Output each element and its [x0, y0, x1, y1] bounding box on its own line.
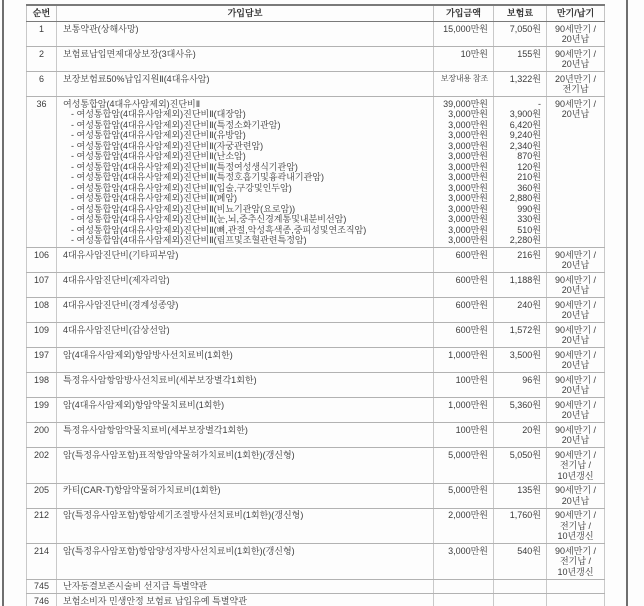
amount-value: 3,000만원: [448, 235, 488, 245]
seq-number: 2: [38, 48, 44, 59]
seq-number: 6: [38, 73, 44, 84]
seq-number: 746: [33, 595, 50, 606]
cell-amount: [434, 423, 494, 448]
cell-term: [547, 373, 605, 398]
cell-coverage: [57, 398, 434, 423]
cell-amount: [434, 373, 494, 398]
cell-coverage: [57, 97, 434, 248]
coverage-name: 4대유사암진단비(경계성종양): [63, 299, 179, 310]
cell-term: [547, 323, 605, 348]
premium-value: 135원: [517, 485, 541, 495]
term-line: 90세만기 /: [554, 274, 597, 285]
cell-coverage: [57, 423, 434, 448]
premium-value: 2,340원: [509, 140, 541, 151]
amount-value: 3,000만원: [448, 119, 488, 130]
premium-value: 3,500원: [509, 349, 541, 360]
amount-value: 3,000만원: [448, 545, 488, 556]
cell-premium: [494, 544, 547, 580]
amount-value: 3,000만원: [448, 130, 488, 140]
amount-value: 5,000만원: [448, 485, 488, 495]
term-line: 20년납: [561, 59, 590, 69]
column-header-coverage: 가입담보: [57, 5, 434, 22]
cell-premium: [494, 594, 547, 606]
cell-term: [547, 594, 605, 606]
cell-term: [547, 448, 605, 484]
coverage-name: 암(특정유사암포함)항암세기조절방사선치료비(1회한)(갱신형): [63, 510, 304, 520]
table-row: [27, 448, 605, 484]
cell-term: [547, 483, 605, 508]
cell-seq: [27, 373, 57, 398]
cell-term: [547, 273, 605, 298]
amount-value: 3,000만원: [448, 161, 488, 172]
coverage-sub-item: - 여성통합암(4대유사암제외)진단비Ⅱ(특정호흡기및흉곽내기관암): [71, 172, 324, 182]
table-row: [27, 579, 605, 594]
amount-value: 3,000만원: [448, 214, 488, 224]
cell-coverage: [57, 448, 434, 484]
cell-premium: [494, 348, 547, 373]
cell-seq: [27, 423, 57, 448]
cell-premium: [494, 273, 547, 298]
cell-term: [547, 398, 605, 423]
coverage-sub-item: - 여성통합암(4대유사암제외)진단비Ⅱ(특정소화기관암): [71, 119, 281, 130]
premium-value: 155원: [517, 48, 541, 59]
cell-seq: [27, 508, 57, 544]
amount-value: 3,000만원: [448, 193, 488, 203]
premium-value: 330원: [517, 214, 541, 224]
coverage-name: 보험소비자 민생안정 보험료 납입유예 특별약관: [63, 595, 247, 606]
page-border-right: [626, 0, 628, 606]
term-line: 90세만기 /: [554, 23, 597, 34]
coverage-sub-item: - 여성통합암(4대유사암제외)진단비Ⅱ(대장암): [71, 109, 246, 119]
cell-term: [547, 348, 605, 373]
amount-value: 10만원: [460, 48, 488, 59]
seq-number: 205: [33, 485, 50, 495]
table-row: [27, 544, 605, 580]
cell-term: [547, 72, 605, 97]
term-line: 20년납: [561, 285, 590, 295]
premium-value: 1,322원: [509, 73, 541, 84]
cell-premium: [494, 483, 547, 508]
coverage-name: 보장보험료50%납입지원Ⅱ(4대유사암): [63, 73, 210, 84]
table-header-row: [27, 5, 605, 22]
cell-coverage: [57, 508, 434, 544]
amount-value: 3,000만원: [448, 109, 488, 119]
cell-seq: [27, 97, 57, 248]
coverage-sub-item: - 여성통합암(4대유사암제외)진단비Ⅱ(자궁관련암): [71, 140, 264, 151]
coverage-sub-item: - 여성통합암(4대유사암제외)진단비Ⅱ(폐암): [71, 193, 238, 203]
cell-seq: [27, 594, 57, 606]
column-header-premium: 보험료: [494, 5, 547, 22]
coverage-sub-item: - 여성통합암(4대유사암제외)진단비Ⅱ(비뇨기관암(요로암)): [71, 203, 296, 214]
coverage-sub-item: - 여성통합암(4대유사암제외)진단비Ⅱ(림프및조혈관련특정암): [71, 235, 307, 245]
cell-premium: [494, 423, 547, 448]
coverage-name: 보통약관(상해사망): [63, 23, 139, 34]
premium-value: 3,900원: [509, 109, 541, 119]
coverage-sub-item: - 여성통합암(4대유사암제외)진단비Ⅱ(유방암): [71, 130, 246, 140]
cell-term: [547, 508, 605, 544]
table-row: [27, 97, 605, 248]
term-line: 90세만기 /: [554, 424, 597, 435]
cell-amount: [434, 248, 494, 273]
table-row: [27, 423, 605, 448]
table-row: [27, 373, 605, 398]
term-line: 10년갱신: [557, 566, 594, 577]
seq-number: 202: [33, 449, 50, 460]
term-line: 90세만기 /: [554, 374, 597, 385]
coverage-sub-item: - 여성통합암(4대유사암제외)진단비Ⅱ(눈,뇌,중추신경계통및내분비선암): [71, 214, 347, 224]
cell-amount: [434, 323, 494, 348]
cell-seq: [27, 579, 57, 594]
cell-seq: [27, 298, 57, 323]
amount-value: 3,000만원: [448, 172, 488, 182]
term-line: 20년만기 /: [554, 73, 597, 84]
cell-premium: [494, 97, 547, 248]
cell-coverage: [57, 579, 434, 594]
cell-amount: [434, 483, 494, 508]
column-header-seq: 순번: [27, 5, 57, 22]
term-line: 90세만기 /: [554, 249, 597, 260]
term-line: 전기납 /: [559, 520, 592, 531]
coverage-name: 암(특정유사암포함)표적항암약물허가치료비(1회한)(갱신형): [63, 449, 295, 460]
coverage-name: 특정유사암항암약물치료비(세부보장별각1회한): [63, 424, 248, 435]
cell-coverage: [57, 348, 434, 373]
coverage-name: 보험료납입면제대상보장(3대사유): [63, 48, 196, 59]
table-row: [27, 594, 605, 606]
amount-value: 5,000만원: [448, 449, 488, 460]
cell-amount: [434, 273, 494, 298]
cell-amount: [434, 594, 494, 606]
premium-value: 210원: [517, 172, 541, 182]
amount-value: 100만원: [455, 374, 488, 385]
premium-value: 990원: [517, 203, 541, 214]
term-line: 20년납: [561, 310, 590, 320]
cell-term: [547, 248, 605, 273]
seq-number: 107: [33, 274, 50, 285]
premium-value: 2,880원: [509, 193, 541, 203]
premium-value: 1,572원: [509, 324, 541, 335]
amount-value: 보장내용 참조: [440, 73, 488, 83]
seq-number: 1: [38, 23, 44, 34]
premium-value: 360원: [517, 182, 541, 193]
term-line: 20년납: [561, 385, 590, 395]
amount-value: 100만원: [455, 424, 488, 435]
amount-value: 600만원: [455, 299, 488, 310]
table-row: [27, 22, 605, 47]
term-line: 20년납: [561, 360, 590, 370]
cell-coverage: [57, 594, 434, 606]
coverage-sub-item: - 여성통합암(4대유사암제외)진단비Ⅱ(난소암): [71, 151, 246, 161]
cell-coverage: [57, 72, 434, 97]
cell-term: [547, 47, 605, 72]
cell-coverage: [57, 248, 434, 273]
seq-number: 200: [33, 424, 50, 435]
term-line: 20년납: [561, 34, 590, 44]
cell-premium: [494, 508, 547, 544]
cell-premium: [494, 323, 547, 348]
coverage-sub-item: - 여성통합암(4대유사암제외)진단비Ⅱ(특정여성생식기관암): [71, 161, 298, 172]
cell-amount: [434, 508, 494, 544]
term-line: 90세만기 /: [554, 48, 597, 59]
page-border-left: [2, 0, 4, 606]
cell-coverage: [57, 273, 434, 298]
term-line: 90세만기 /: [554, 349, 597, 360]
cell-seq: [27, 483, 57, 508]
term-line: 10년갱신: [557, 531, 594, 541]
cell-amount: [434, 348, 494, 373]
term-line: 90세만기 /: [554, 485, 597, 495]
cell-term: [547, 579, 605, 594]
term-line: 10년갱신: [557, 470, 594, 481]
coverage-name: 4대유사암진단비(제자리암): [63, 274, 170, 285]
cell-premium: [494, 72, 547, 97]
term-line: 90세만기 /: [554, 299, 597, 310]
cell-term: [547, 22, 605, 47]
coverage-name: 암(특정유사암포함)항암양성자방사선치료비(1회한)(갱신형): [63, 545, 295, 556]
cell-seq: [27, 398, 57, 423]
cell-premium: [494, 448, 547, 484]
cell-seq: [27, 22, 57, 47]
premium-value: 1,188원: [509, 274, 541, 285]
amount-value: 600만원: [455, 249, 488, 260]
seq-number: 212: [33, 510, 50, 520]
amount-value: 3,000만원: [448, 182, 488, 193]
table-row: [27, 508, 605, 544]
cell-term: [547, 423, 605, 448]
cell-term: [547, 97, 605, 248]
amount-value: 1,000만원: [448, 349, 488, 360]
table-row: [27, 323, 605, 348]
premium-value: 1,760원: [509, 510, 541, 520]
cell-seq: [27, 323, 57, 348]
coverage-name: 카티(CAR-T)항암약물허가치료비(1회한): [63, 485, 221, 495]
seq-number: 745: [33, 581, 50, 591]
coverage-name: 여성통합암(4대유사암제외)진단비Ⅱ: [63, 98, 201, 109]
term-line: 20년납: [561, 435, 590, 445]
cell-seq: [27, 72, 57, 97]
coverage-sub-item: - 여성통합암(4대유사암제외)진단비Ⅱ(뼈,관절,악성흑색종,중피성및연조직암): [71, 224, 367, 235]
premium-value: 240원: [517, 299, 541, 310]
seq-number: 199: [33, 399, 50, 410]
coverage-table: [26, 4, 605, 606]
premium-value: 20원: [522, 424, 541, 435]
coverage-name: 난자동결보존시술비 선지급 특별약관: [63, 581, 208, 591]
cell-seq: [27, 47, 57, 72]
seq-number: 214: [33, 545, 50, 556]
cell-amount: [434, 544, 494, 580]
cell-amount: [434, 22, 494, 47]
cell-term: [547, 544, 605, 580]
column-header-term: 만기/납기: [547, 5, 605, 22]
premium-value: 120원: [517, 161, 541, 172]
cell-seq: [27, 448, 57, 484]
cell-premium: [494, 248, 547, 273]
term-line: 90세만기 /: [554, 324, 597, 335]
amount-value: 3,000만원: [448, 224, 488, 235]
term-line: 90세만기 /: [554, 399, 597, 410]
cell-amount: [434, 298, 494, 323]
premium-value: 870원: [517, 151, 541, 161]
seq-number: 198: [33, 374, 50, 385]
premium-value: 2,280원: [509, 235, 541, 245]
amount-value: 3,000만원: [448, 203, 488, 214]
cell-premium: [494, 298, 547, 323]
amount-value: 3,000만원: [448, 140, 488, 151]
coverage-name: 4대유사암진단비(갑상선암): [63, 324, 170, 335]
table-row: [27, 248, 605, 273]
term-line: 20년납: [561, 495, 590, 506]
cell-coverage: [57, 373, 434, 398]
amount-value: 600만원: [455, 324, 488, 335]
cell-seq: [27, 248, 57, 273]
table-row: [27, 72, 605, 97]
amount-value: 39,000만원: [443, 98, 488, 109]
premium-value: 510원: [517, 224, 541, 235]
cell-amount: [434, 97, 494, 248]
term-line: 20년납: [561, 109, 590, 119]
premium-value: 6,420원: [509, 119, 541, 130]
term-line: 90세만기 /: [554, 98, 597, 109]
seq-number: 108: [33, 299, 50, 310]
cell-amount: [434, 72, 494, 97]
table-row: [27, 348, 605, 373]
coverage-name: 암(4대유사암제외)항암방사선치료비(1회한): [63, 349, 233, 360]
term-line: 90세만기 /: [554, 545, 597, 556]
cell-premium: [494, 579, 547, 594]
term-line: 20년납: [561, 335, 590, 345]
amount-value: 2,000만원: [448, 510, 488, 520]
cell-coverage: [57, 544, 434, 580]
term-line: 20년납: [561, 260, 590, 270]
cell-coverage: [57, 22, 434, 47]
term-line: 전기납: [562, 84, 589, 94]
term-line: 90세만기 /: [554, 510, 597, 520]
cell-amount: [434, 47, 494, 72]
cell-term: [547, 298, 605, 323]
cell-amount: [434, 398, 494, 423]
amount-value: 600만원: [455, 274, 488, 285]
coverage-name: 4대유사암진단비(기타피부암): [63, 249, 179, 260]
cell-coverage: [57, 483, 434, 508]
premium-value: 5,050원: [509, 449, 541, 460]
coverage-name: 암(4대유사암제외)항암약물치료비(1회한): [63, 399, 225, 410]
table-row: [27, 273, 605, 298]
cell-premium: [494, 47, 547, 72]
seq-number: 197: [33, 349, 50, 360]
coverage-name: 특정유사암항암방사선치료비(세부보장별각1회한): [63, 374, 257, 385]
term-line: 전기납 /: [559, 460, 592, 470]
premium-value: 5,360원: [509, 399, 541, 410]
term-line: 20년납: [561, 410, 590, 420]
term-line: 90세만기 /: [554, 449, 597, 460]
column-header-amount: 가입금액: [434, 5, 494, 22]
coverage-sub-item: - 여성통합암(4대유사암제외)진단비Ⅱ(입술,구강및인두암): [71, 182, 292, 193]
cell-premium: [494, 398, 547, 423]
cell-seq: [27, 273, 57, 298]
table-row: [27, 398, 605, 423]
term-line: 전기납 /: [559, 556, 592, 566]
premium-value: 96원: [522, 374, 541, 385]
cell-premium: [494, 22, 547, 47]
cell-coverage: [57, 47, 434, 72]
table-row: [27, 483, 605, 508]
cell-coverage: [57, 298, 434, 323]
premium-value: 216원: [517, 249, 541, 260]
amount-value: 3,000만원: [448, 151, 488, 161]
table-row: [27, 298, 605, 323]
cell-amount: [434, 579, 494, 594]
cell-amount: [434, 448, 494, 484]
cell-seq: [27, 544, 57, 580]
table-row: [27, 47, 605, 72]
seq-number: 109: [33, 324, 50, 335]
amount-value: 15,000만원: [443, 23, 488, 34]
cell-seq: [27, 348, 57, 373]
premium-value: 540원: [517, 545, 541, 556]
amount-value: 1,000만원: [448, 399, 488, 410]
cell-coverage: [57, 323, 434, 348]
premium-value: 9,240원: [509, 130, 541, 140]
premium-value: -: [538, 98, 541, 109]
seq-number: 36: [36, 98, 47, 109]
seq-number: 106: [33, 249, 50, 260]
premium-value: 7,050원: [509, 23, 541, 34]
cell-premium: [494, 373, 547, 398]
